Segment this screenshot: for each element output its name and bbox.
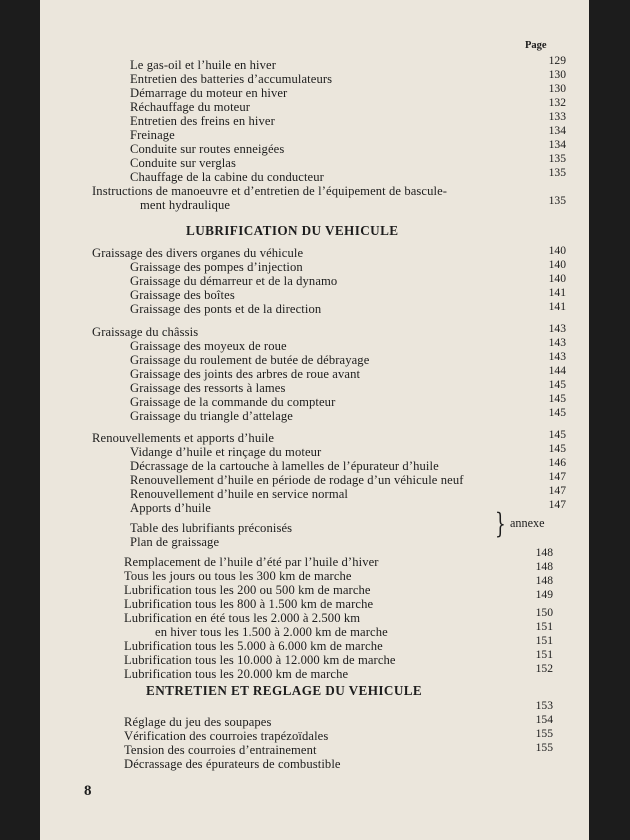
toc-entry-text: Lubrification tous les 800 à 1.500 km de marche [124,597,374,611]
toc-entry-page: 145 [548,406,566,419]
toc-entry-page: 148 [535,574,553,587]
section-heading: ENTRETIEN ET REGLAGE DU VEHICULE [146,683,423,698]
toc-entry-page: 150 [535,606,553,619]
toc-entry-page: 148 [535,546,553,559]
toc-entry-page: 135 [548,152,566,165]
toc-entry-text: Graissage des ressorts à lames [130,381,286,395]
book-page [40,0,589,840]
toc-entry-page: 155 [535,741,553,754]
toc-entry-page: 140 [548,244,566,257]
toc-entry-text: Graissage du châssis [92,325,199,339]
toc-entry-page: 143 [548,336,566,349]
toc-entry-text: Chauffage de la cabine du conducteur [130,170,324,184]
toc-entry-text: Graissage du démarreur et de la dynamo [130,274,338,288]
toc-entry-page: 140 [548,272,566,285]
toc-entry-text: Graissage de la commande du compteur [130,395,336,409]
toc-entry-text: Graissage des pompes d’injection [130,260,303,274]
toc-entry-page: 144 [548,364,566,377]
toc-entry-text: Vidange d’huile et rinçage du moteur [130,445,322,459]
toc-entry-page: 145 [548,428,566,441]
toc-entry-text: Renouvellement d’huile en service normal [130,487,349,501]
toc-entry-text: Renouvellement d’huile en période de rodage d’un véhicule neuf [130,473,464,487]
toc-entry-text: Plan de graissage [130,535,220,549]
page-number: 8 [84,783,92,799]
toc-entry-text: Décrassage de la cartouche à lamelles de l’épurateur d’huile [130,459,439,473]
toc-entry-page: 155 [535,727,553,740]
toc-entry-page: 151 [535,620,553,633]
toc-entry-text: Le gas-oil et l’huile en hiver [130,58,277,72]
toc-entry-text: Tension des courroies d’entrainement [124,743,317,757]
toc-entry-text: Tous les jours ou tous les 300 km de marche [124,569,352,583]
toc-entry-text: Entretien des freins en hiver [130,114,275,128]
toc-entry-text: Graissage des boîtes [130,288,235,302]
toc-entry-text: Graissage du roulement de butée de débrayage [130,353,370,367]
toc-entry-text: Table des lubrifiants préconisés [130,521,293,535]
toc-entry-page: 145 [548,392,566,405]
toc-entry-page: 141 [548,286,566,299]
toc-entry-text: Freinage [130,128,175,142]
toc-entry-page: 140 [548,258,566,271]
toc-entry-page: 134 [548,138,566,151]
toc-entry-page: 147 [548,484,566,497]
toc-entry-text: Lubrification en été tous les 2.000 à 2.500 km [124,611,361,625]
toc-entry-page: 154 [535,713,553,726]
toc-entry-text: Entretien des batteries d’accumulateurs [130,72,333,86]
toc-entry-text: Réglage du jeu des soupapes [124,715,272,729]
toc-entry-page: 147 [548,498,566,511]
toc-entry-page: 129 [548,54,566,67]
toc-entry-text: Démarrage du moteur en hiver [130,86,288,100]
toc-entry-page: 147 [548,470,566,483]
toc-entry-page: 148 [535,560,553,573]
toc-entry-page: 152 [535,662,553,675]
toc-entry-page: 132 [548,96,566,109]
toc-entry-page: 151 [535,634,553,647]
toc-entry-text: Graissage des moyeux de roue [130,339,287,353]
toc-entry-text: Graissage du triangle d’attelage [130,409,294,423]
toc-entry-text: Décrassage des épurateurs de combustible [124,757,341,771]
toc-entry-page: 135 [548,194,566,207]
toc-entry-text: Instructions de manoeuvre et d’entretien de l’équipement de bascule- [92,184,448,198]
toc-entry-page: 135 [548,166,566,179]
toc-entry-text: Vérification des courroies trapézoïdales [124,729,329,743]
toc-entry-text: Lubrification tous les 200 ou 500 km de marche [124,583,371,597]
toc-entry-page: 145 [548,442,566,455]
toc-entry-text: Graissage des divers organes du véhicule [92,246,304,260]
toc-entry-text: Conduite sur routes enneigées [130,142,285,156]
toc-entry-page: 143 [548,350,566,363]
toc-entry-page: 141 [548,300,566,313]
toc-entry-page: 143 [548,322,566,335]
page-column-label: Page [525,40,547,51]
toc-entry-text: ment hydraulique [140,198,231,212]
toc-entry-page: 151 [535,648,553,661]
toc-entry-text: Remplacement de l’huile d’été par l’huile d’hiver [124,555,379,569]
toc-entry-page: 130 [548,82,566,95]
toc-entry-text: Lubrification tous les 10.000 à 12.000 km de marche [124,653,396,667]
toc-entry-text: Réchauffage du moteur [130,100,251,114]
toc-entry-text: Graissage des joints des arbres de roue avant [130,367,361,381]
toc-entry-page: 146 [548,456,566,469]
toc-entry-page: 133 [548,110,566,123]
section-heading: LUBRIFICATION DU VEHICULE [186,223,399,238]
toc-entry-page: 149 [535,588,553,601]
toc-entry-text: en hiver tous les 1.500 à 2.000 km de marche [155,625,388,639]
annexe-label: annexe [510,516,545,530]
toc-entry-text: Renouvellements et apports d’huile [92,431,275,445]
toc-entry-text: Apports d’huile [130,501,211,515]
toc-entry-text: Conduite sur verglas [130,156,237,170]
toc-entry-page: 134 [548,124,566,137]
toc-entry-page: 130 [548,68,566,81]
toc-entry-text: Graissage des ponts et de la direction [130,302,322,316]
toc-entry-text: Lubrification tous les 20.000 km de marche [124,667,349,681]
toc-entry-text: Lubrification tous les 5.000 à 6.000 km de marche [124,639,383,653]
grouping-brace: } [495,507,506,540]
toc-entry-page: 145 [548,378,566,391]
toc-entry-page: 153 [535,699,553,712]
